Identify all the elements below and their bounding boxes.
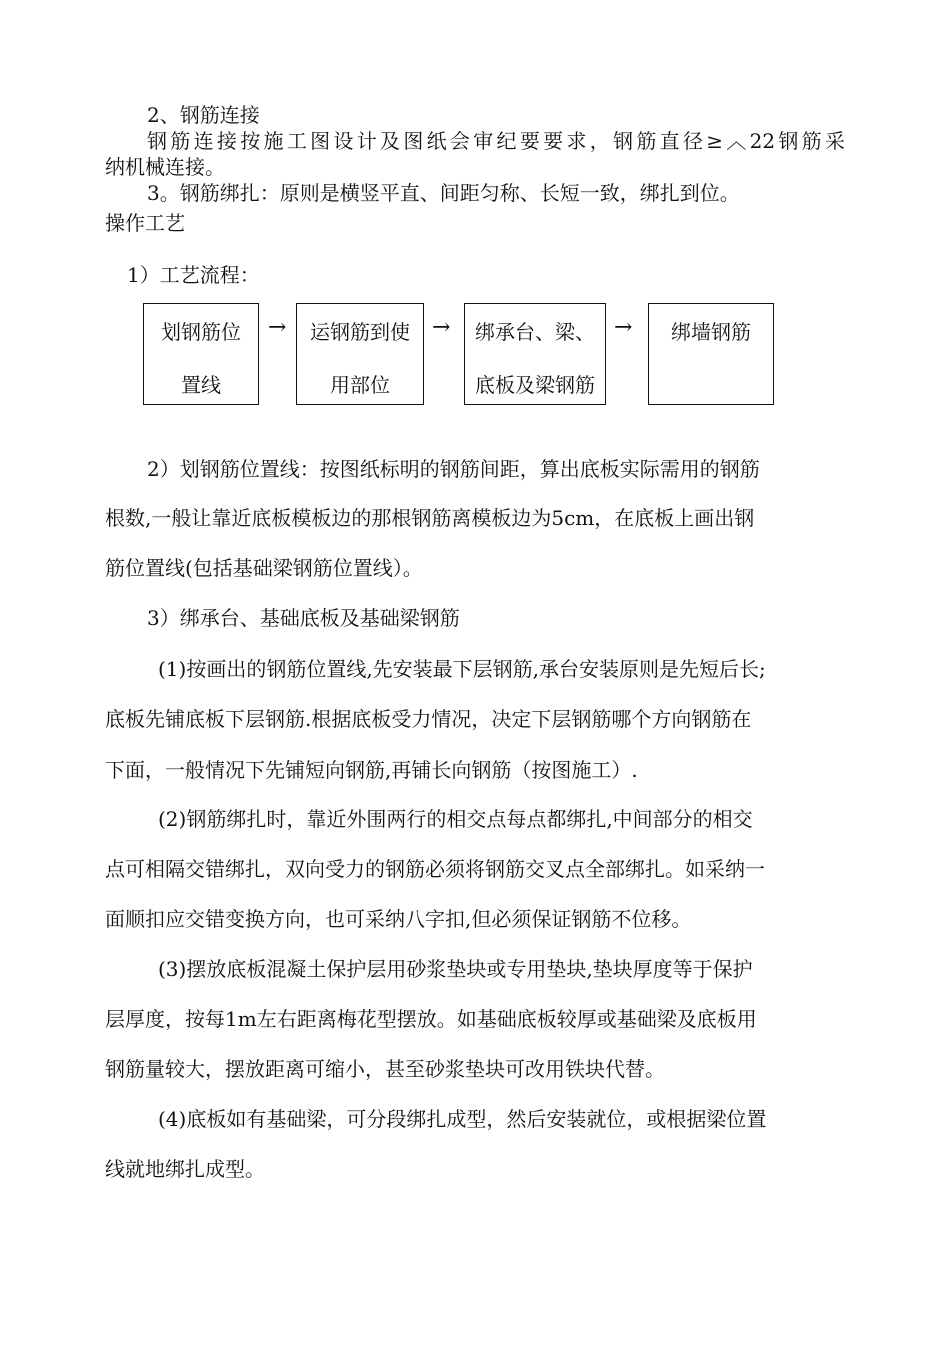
step3-title: 3）绑承台、基础底板及基础梁钢筋 <box>147 606 460 630</box>
section2-heading: 2、钢筋连接 <box>147 103 260 127</box>
process-heading: 操作工艺 <box>105 211 185 235</box>
step2-line1: 2）划钢筋位置线：按图纸标明的钢筋间距，算出底板实际需用的钢筋 <box>147 457 760 481</box>
step3-p4-line2: 线就地绑扎成型。 <box>105 1157 265 1181</box>
step3-p2-line1: (2)钢筋绑扎时，靠近外围两行的相交点每点都绑扎,中间部分的相交 <box>158 807 753 831</box>
flow-step-1 <box>143 303 259 405</box>
flow-step-1-line1: 划钢筋位 <box>161 320 241 344</box>
flow-arrow-3: → <box>614 315 633 340</box>
step3-p2-line3: 面顺扣应交错变换方向，也可采纳八字扣,但必须保证钢筋不位移。 <box>105 907 692 931</box>
step3-p3-line3: 钢筋量较大，摆放距离可缩小，甚至砂浆垫块可改用铁块代替。 <box>105 1057 665 1081</box>
flow-step-1-line2: 置线 <box>181 373 221 397</box>
section2-line2: 纳机械连接。 <box>105 155 225 179</box>
flow-title: 1）工艺流程： <box>127 263 260 287</box>
flow-step-4-line1: 绑墙钢筋 <box>671 320 751 344</box>
flow-step-3-line2: 底板及梁钢筋 <box>475 373 595 397</box>
flow-arrow-1: → <box>268 315 287 340</box>
flow-step-2-line2: 用部位 <box>330 373 390 397</box>
section2-line1: 钢筋连接按施工图设计及图纸会审纪要要求，钢筋直径≥︿22钢筋采 <box>147 129 845 153</box>
step3-p4-line1: (4)底板如有基础梁，可分段绑扎成型，然后安装就位，或根据梁位置 <box>158 1107 767 1131</box>
flow-step-3-line1: 绑承台、梁、 <box>475 320 595 344</box>
flow-step-4 <box>648 303 774 405</box>
flow-step-2-line1: 运钢筋到使 <box>310 320 410 344</box>
step2-line2: 根数,一般让靠近底板模板边的那根钢筋离模板边为5cm，在底板上画出钢 <box>105 506 755 530</box>
step3-p1-line3: 下面，一般情况下先铺短向钢筋,再铺长向钢筋（按图施工）. <box>105 758 638 782</box>
step3-p1-line2: 底板先铺底板下层钢筋.根据底板受力情况，决定下层钢筋哪个方向钢筋在 <box>105 707 752 731</box>
step3-p3-line1: (3)摆放底板混凝土保护层用砂浆垫块或专用垫块,垫块厚度等于保护 <box>158 957 753 981</box>
step3-p2-line2: 点可相隔交错绑扎，双向受力的钢筋必须将钢筋交叉点全部绑扎。如采纳一 <box>105 857 765 881</box>
flow-arrow-2: → <box>432 315 451 340</box>
step3-p3-line2: 层厚度，按每1m左右距离梅花型摆放。如基础底板较厚或基础梁及底板用 <box>105 1007 757 1031</box>
step2-line3: 筋位置线(包括基础梁钢筋位置线）。 <box>105 556 423 580</box>
section3-text: 3。钢筋绑扎：原则是横竖平直、间距匀称、长短一致，绑扎到位。 <box>147 181 740 205</box>
flow-step-2 <box>296 303 424 405</box>
step3-p1-line1: (1)按画出的钢筋位置线,先安装最下层钢筋,承台安装原则是先短后长; <box>158 657 766 681</box>
flow-step-3 <box>464 303 606 405</box>
